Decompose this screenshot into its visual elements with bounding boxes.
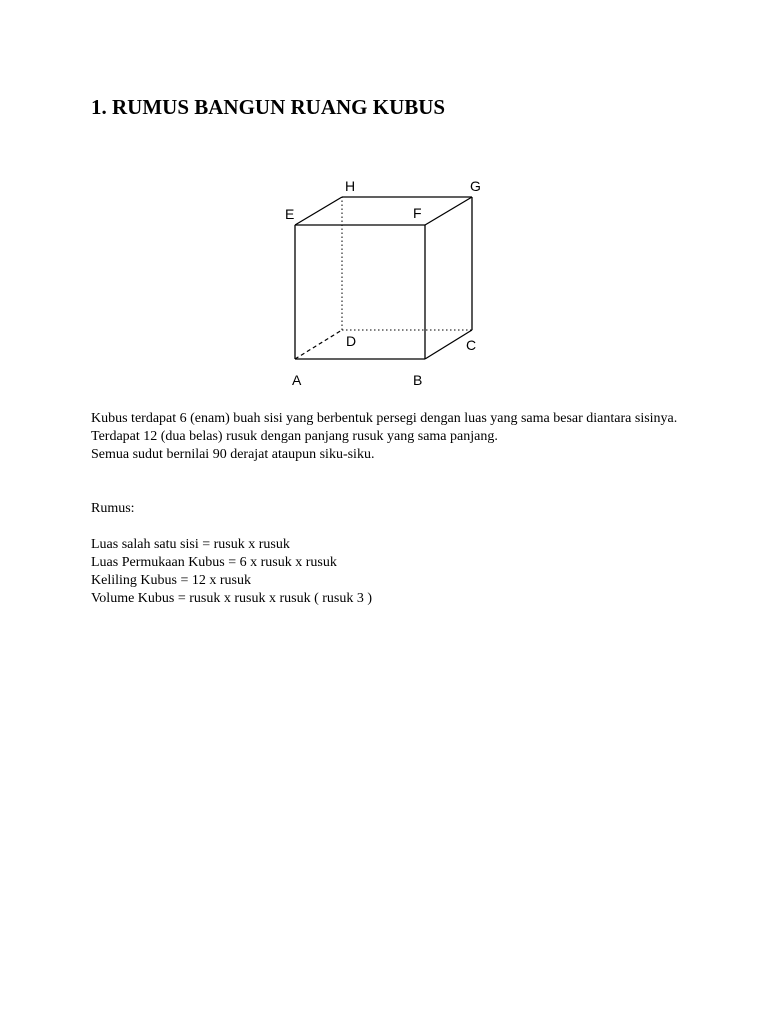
vertex-label-a: A	[292, 372, 302, 388]
edge-a-d	[295, 330, 342, 359]
body-text	[91, 410, 691, 608]
formula-luas-sisi: Luas salah satu sisi = rusuk x rusuk	[91, 537, 290, 552]
formula-heading: Rumus:	[91, 501, 135, 516]
spacer	[91, 518, 691, 536]
edge-e-h	[295, 197, 342, 225]
formula-volume: Volume Kubus = rusuk x rusuk x rusuk ( rusuk 3 )	[91, 591, 373, 606]
page-title: 1. RUMUS BANGUN RUANG KUBUS	[91, 95, 446, 119]
formula-luas-permukaan: Luas Permukaan Kubus = 6 x rusuk x rusuk	[91, 555, 337, 570]
cube-diagram	[270, 170, 500, 400]
edge-b-c	[425, 330, 472, 359]
vertex-label-f: F	[413, 205, 422, 221]
vertex-label-b: B	[413, 372, 423, 388]
formula-keliling: Keliling Kubus = 12 x rusuk	[91, 573, 251, 588]
vertex-label-d: D	[346, 333, 357, 349]
paragraph-sudut: Semua sudut bernilai 90 derajat ataupun siku-siku.	[91, 447, 375, 462]
paragraph-rusuk: Terdapat 12 (dua belas) rusuk dengan panjang rusuk yang sama panjang.	[91, 429, 498, 444]
edge-f-g	[425, 197, 472, 225]
paragraph-sisi: Kubus terdapat 6 (enam) buah sisi yang berbentuk persegi dengan luas yang sama besar diantara sisinya.	[91, 411, 678, 426]
vertex-label-g: G	[470, 178, 481, 194]
vertex-label-h: H	[345, 178, 356, 194]
spacer	[91, 464, 691, 500]
vertex-label-c: C	[466, 337, 477, 353]
vertex-label-e: E	[285, 206, 295, 222]
